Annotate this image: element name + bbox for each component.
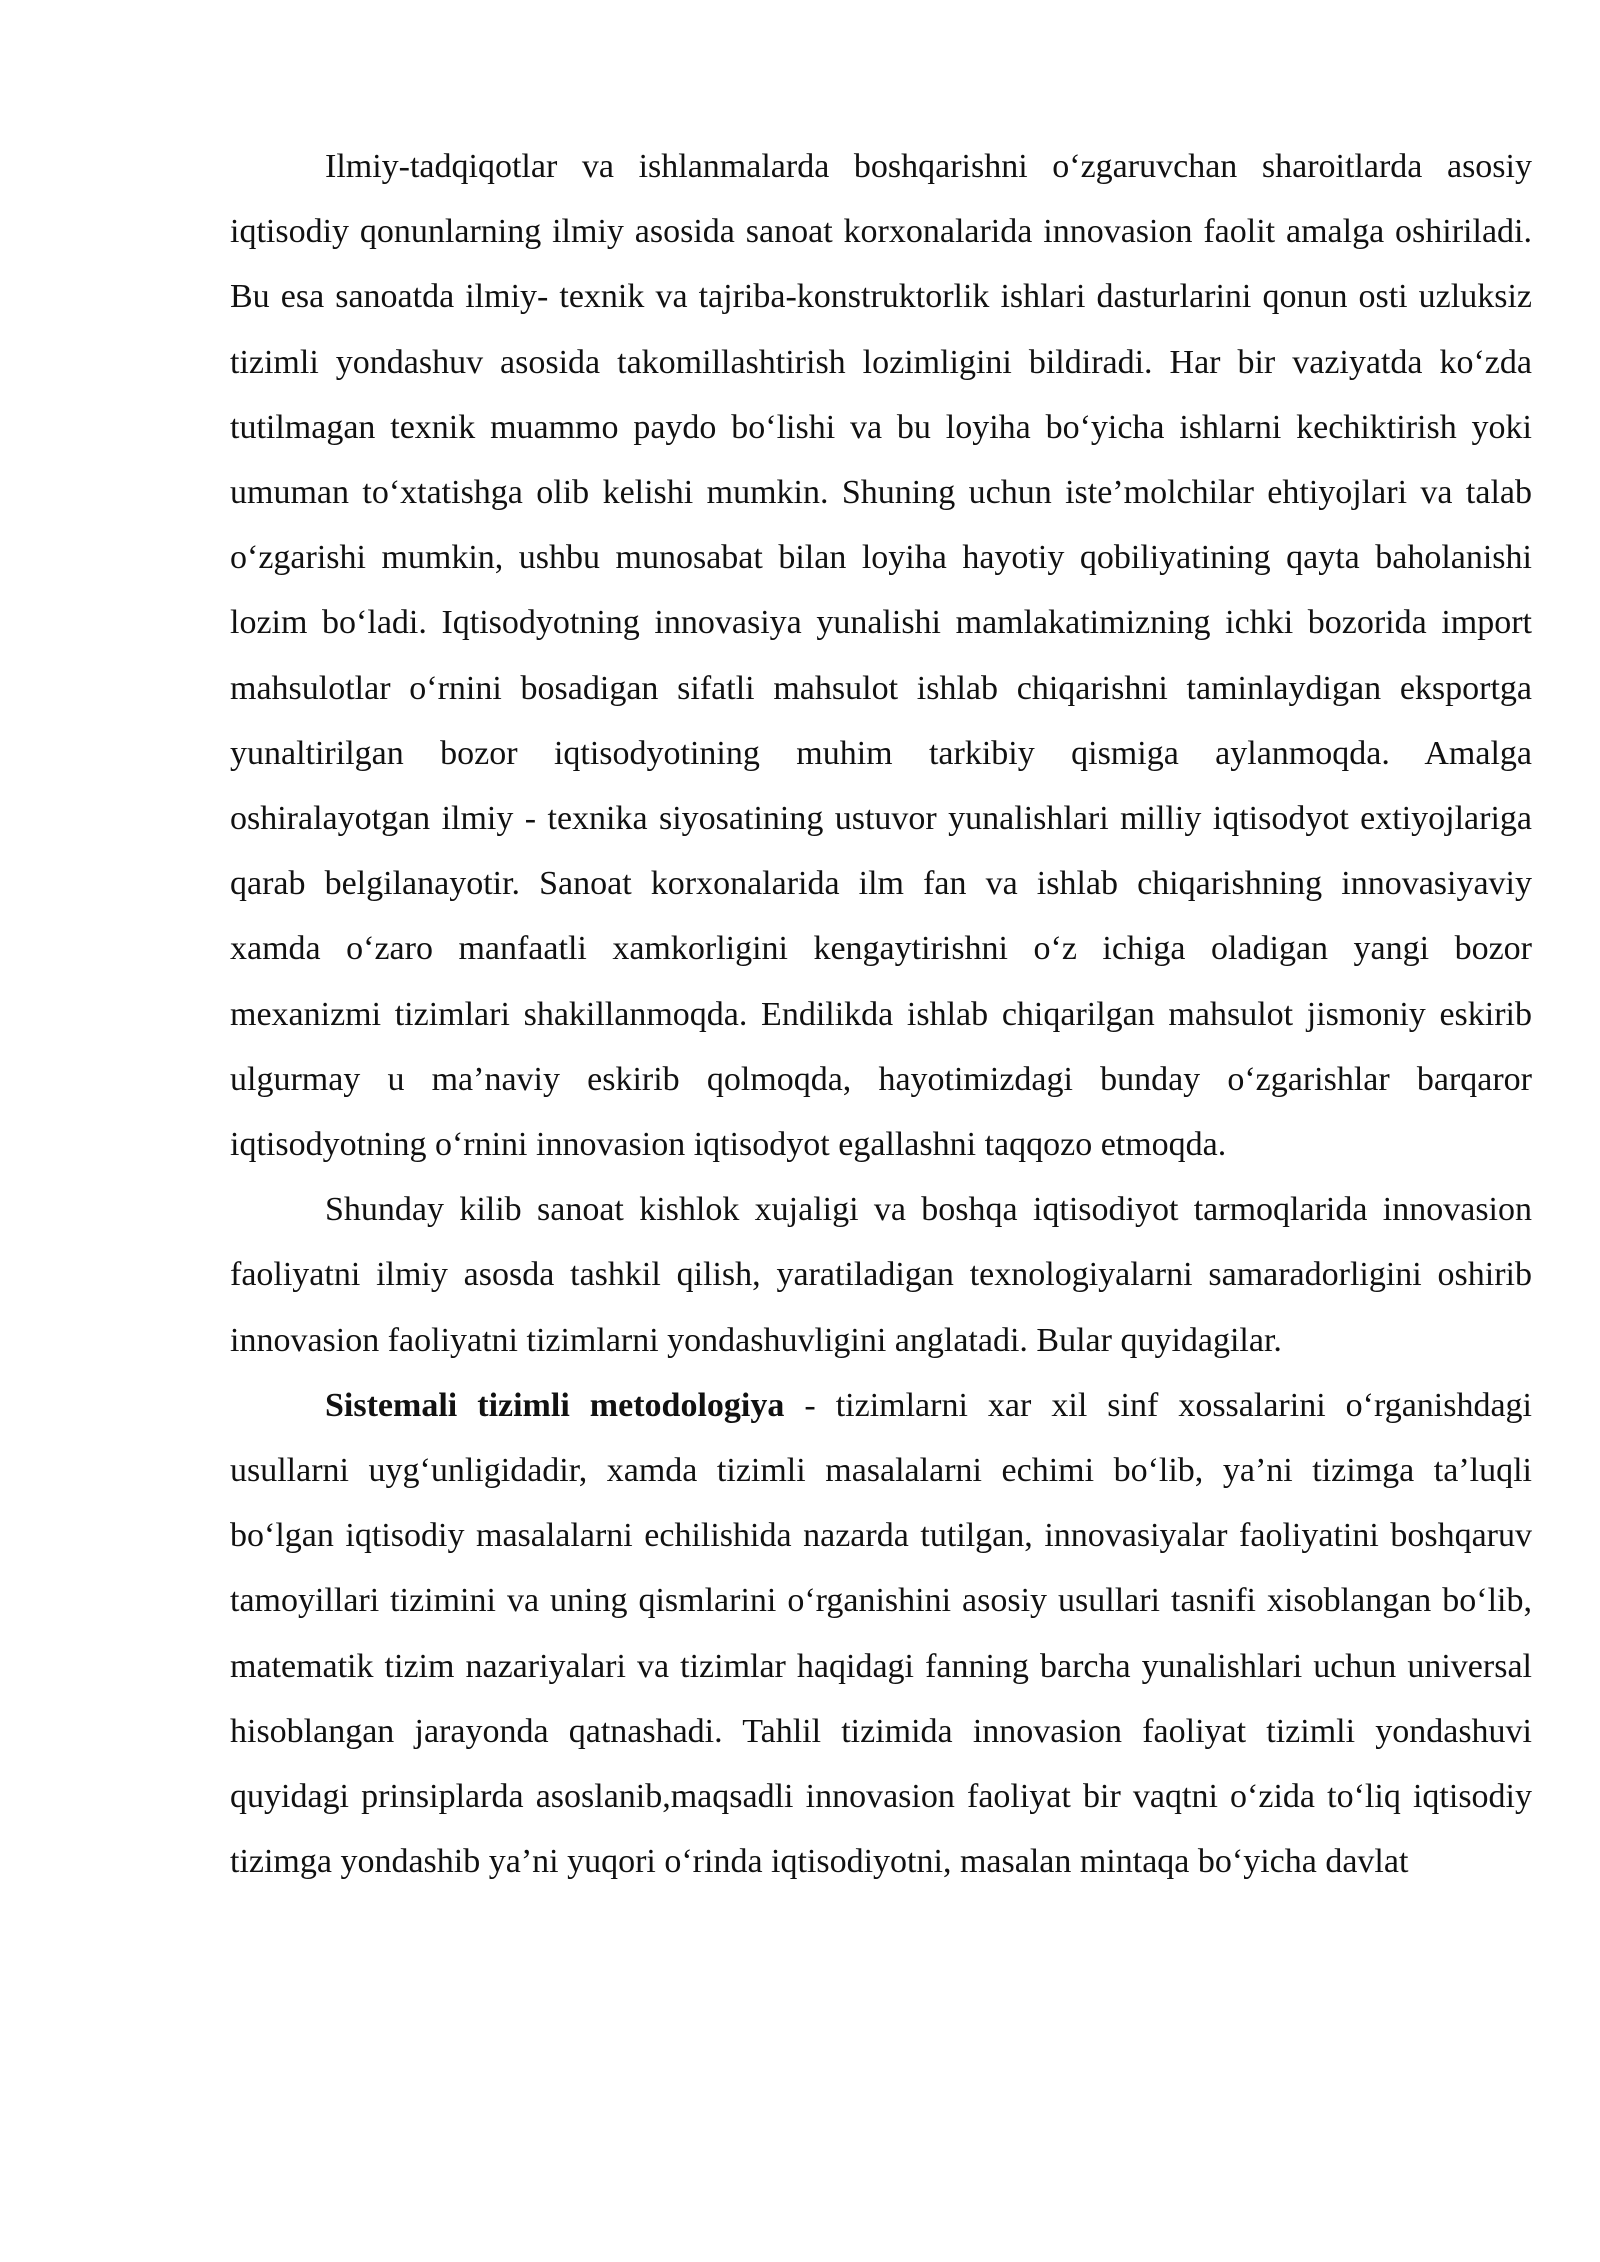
document-page <box>230 134 1532 1894</box>
paragraph-innovation-management: Ilmiy-tadqiqotlar va ishlanmalarda boshqarishni o‘zgaruvchan sharoitlarda asosiy iqtisodiy qonunlarning ilmiy asosida sanoat korxonalarida innovasion faolit amalga oshiriladi. Bu esa sanoatda ilmiy- texnik va tajriba-konstruktorlik ishlari dasturlarini qonun osti uzluksiz tizimli yondashuv asosida takomillashtirish lozimligini bildiradi. Har bir vaziyatda ko‘zda tutilmagan texnik muammo paydo bo‘lishi va bu loyiha bo‘yicha ishlarni kechiktirish yoki umuman to‘xtatishga olib kelishi mumkin. Shuning uchun iste’molchilar ehtiyojlari va talab o‘zgarishi mumkin, ushbu munosabat bilan loyiha hayotiy qobiliyatining qayta baholanishi lozim bo‘ladi. Iqtisodyotning innovasiya yunalishi mamlakatimizning ichki bozorida import mahsulotlar o‘rnini bosadigan sifatli mahsulot ishlab chiqarishni taminlaydigan eksportga yunaltirilgan bozor iqtisodyotining muhim tarkibiy qismiga aylanmoqda. Amalga oshiralayotgan ilmiy - texnika siyosatining ustuvor yunalishlari milliy iqtisodyot extiyojlariga qarab belgilanayotir. Sanoat korxonalarida ilm fan va ishlab chiqarishning innovasiyaviy xamda o‘zaro manfaatli xamkorligini kengaytirishni o‘z ichiga oladigan yangi bozor mexanizmi tizimlari shakillanmoqda. Endilikda ishlab chiqarilgan mahsulot jismoniy eskirib ulgurmay u ma’naviy eskirib qolmoqda, hayotimizdagi bunday o‘zgarishlar barqaror iqtisodyotning o‘rnini innovasion iqtisodyot egallashni taqqozo etmoqda. <box>230 148 1532 1164</box>
paragraph-system-methodology <box>230 1373 1532 1895</box>
paragraph-body: - tizimlarni xar xil sinf xossalarini o‘rganishdagi usullarni uyg‘unligidadir, xamda tizimli masalalarni echimi bo‘lib, ya’ni tizimga ta’luqli bo‘lgan iqtisodiy masalalarni echilishida nazarda tutilgan, innovasiyalar faoliyatini boshqaruv tamoyillari tizimini va uning qismlarini o‘rganishini asosiy usullari tasnifi xisoblangan bo‘lib, matematik tizim nazariyalari va tizimlar haqidagi fanning barcha yunalishlari uchun universal hisoblangan jarayonda qatnashadi. Tahlil tizimida innovasion faoliyat tizimli yondashuvi quyidagi prinsiplarda asoslanib,maqsadli innovasion faoliyat bir vaqtni o‘zida to‘liq iqtisodiy tizimga yondashib ya’ni yuqori o‘rinda iqtisodiyotni, masalan mintaqa bo‘yicha davlat <box>230 1386 1533 1881</box>
paragraph-innovation-activity: Shunday kilib sanoat kishlok xujaligi va boshqa iqtisodiyot tarmoqlarida innovasion faoliyatni ilmiy asosda tashkil qilish, yaratiladigan texnologiyalarni samaradorligini oshirib innovasion faoliyatni tizimlarni yondashuvligini anglatadi. Bular quyidagilar. <box>230 1191 1532 1359</box>
bold-term: Sistemali tizimli metodologiya <box>325 1386 785 1424</box>
